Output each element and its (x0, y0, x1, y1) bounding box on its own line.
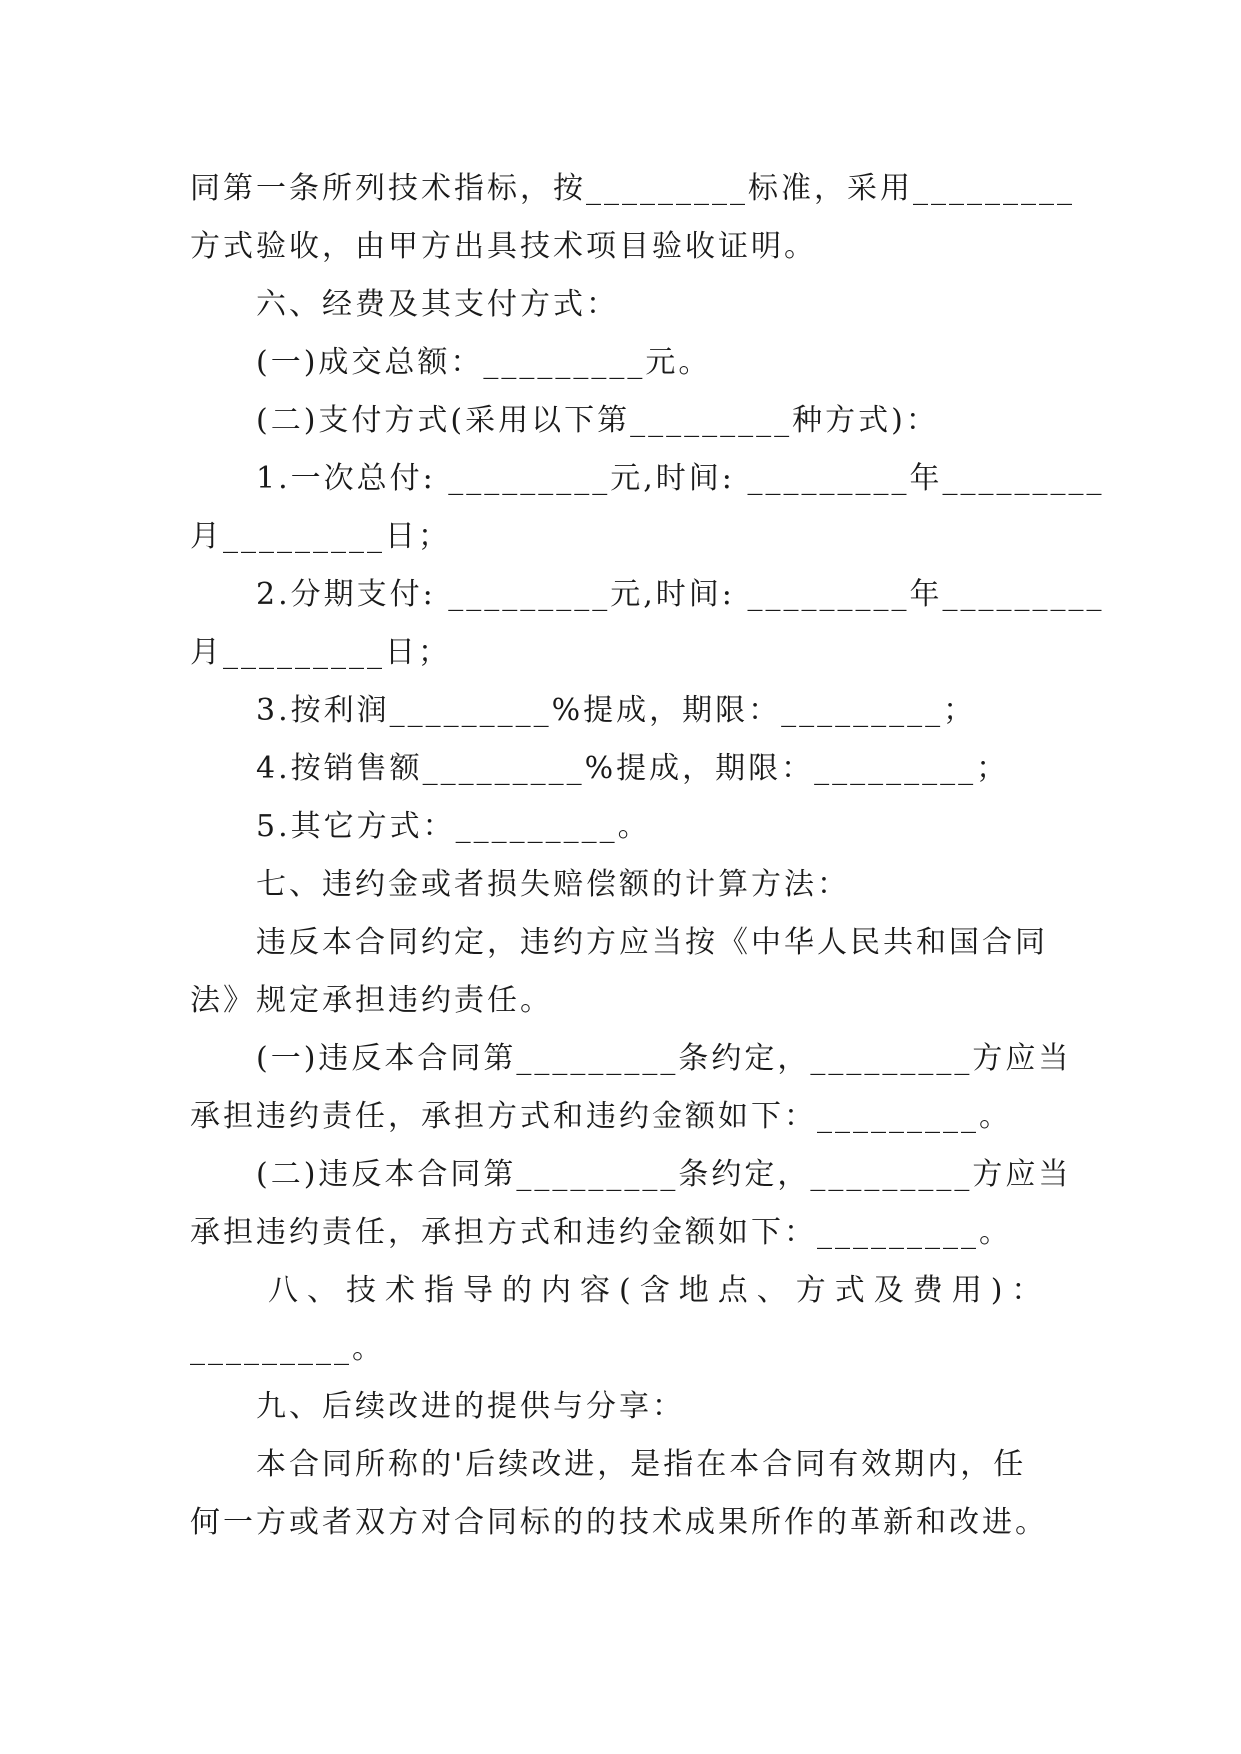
text-line: 法》规定承担违约责任。 (190, 983, 553, 1018)
text-line: 1.一次总付: _________元,时间: _________年_________ (256, 461, 1105, 496)
text-line: _________。 (190, 1331, 385, 1366)
text-line: 月_________日； (190, 519, 451, 554)
section-heading: 六、经费及其支付方式： (256, 287, 619, 322)
text-line: 月_________日； (190, 635, 451, 670)
text-line: (二)支付方式(采用以下第_________种方式)： (256, 403, 939, 438)
text-line: 何一方或者双方对合同标的的技术成果所作的革新和改进。 (190, 1505, 1048, 1540)
text-line: 同第一条所列技术指标，按_________标准，采用_________ (190, 171, 1075, 206)
text-line: 违反本合同约定，违约方应当按《中华人民共和国合同 (256, 925, 1048, 960)
text-line: (一)违反本合同第_________条约定，_________方应当 (256, 1041, 1072, 1076)
text-line: 3.按利润_________%提成，期限：_________； (256, 693, 977, 728)
text-line: 承担违约责任，承担方式和违约金额如下：_________。 (190, 1099, 1012, 1134)
section-heading: 八、技术指导的内容(含地点、方式及费用)： (268, 1273, 1051, 1308)
text-line: 方式验收，由甲方出具技术项目验收证明。 (190, 229, 817, 264)
text-line: 承担违约责任，承担方式和违约金额如下：_________。 (190, 1215, 1012, 1250)
contract-page (190, 160, 1105, 1552)
section-heading: 九、后续改进的提供与分享： (256, 1389, 685, 1424)
text-line: 4.按销售额_________%提成，期限：_________； (256, 751, 1010, 786)
text-line: (一)成交总额：_________元。 (256, 345, 712, 380)
section-heading: 七、违约金或者损失赔偿额的计算方法： (256, 867, 850, 902)
text-line: 5.其它方式：_________。 (256, 809, 651, 844)
text-line: 2.分期支付: _________元,时间: _________年_________ (256, 577, 1105, 612)
text-line: 本合同所称的'后续改进，是指在本合同有效期内，任 (256, 1447, 1027, 1482)
text-line: (二)违反本合同第_________条约定，_________方应当 (256, 1157, 1072, 1192)
